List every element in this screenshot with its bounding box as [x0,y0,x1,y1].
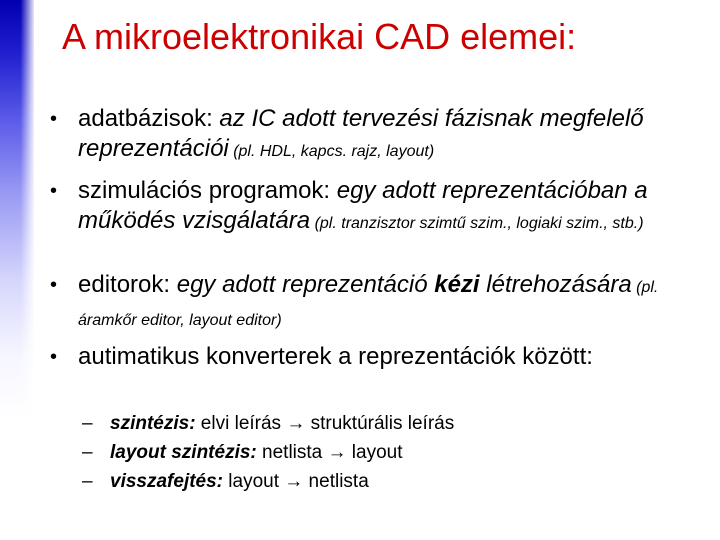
sub-to: netlista [303,471,369,492]
bullet-description: az IC adott tervezési fázisnak megfelelő reprezentációi [78,105,644,162]
sub-dash: – [82,413,93,434]
sub-to: struktúrális leírás [305,413,455,434]
sub-from: netlista [256,442,328,463]
bullet-term: adatbázisok: [78,105,220,132]
decorative-sidebar [0,0,34,540]
bullet-term: editorok: [78,271,177,298]
subitem-reverse-engineering [82,470,369,494]
arrow-icon: → [284,471,304,492]
bullet-example: (pl. tranzisztor szimtű szim., logiaki szim., stb.) [310,215,644,232]
bullet-term: szimulációs programok: [78,177,337,204]
sub-from: layout [223,471,285,492]
bullet-description: egy adott reprezentáció [176,271,435,298]
bullet-databases [50,104,710,167]
bullet-editors [50,270,710,336]
bullet-marker: • [50,180,58,202]
bullet-description-end: létrehozására [479,271,632,298]
bullet-simulation [50,176,710,239]
bullet-example: (pl. HDL, kapcs. rajz, layout) [228,143,435,160]
bullet-emphasis: kézi [434,271,480,298]
bullet-description: egy adott reprezentációban a működés vzisgálatára [78,177,648,234]
subitem-synthesis [82,412,454,436]
sub-term: szintézis: [110,413,196,434]
bullet-converters [50,342,710,372]
arrow-icon: → [286,413,306,434]
slide-title: A mikroelektronikai CAD elemei: [62,16,577,57]
bullet-marker: • [50,346,58,368]
bullet-example: (pl. áramkőr editor, layout editor) [78,279,659,329]
subitem-layout-synthesis [82,441,403,465]
sub-dash: – [82,442,93,463]
arrow-icon: → [327,442,347,463]
sub-term: visszafejtés: [110,471,224,492]
sub-from: elvi leírás [195,413,287,434]
sub-to: layout [346,442,403,463]
sub-term: layout szintézis: [110,442,257,463]
bullet-marker: • [50,274,58,296]
bullet-term: autimatikus konverterek a reprezentációk között: [78,343,593,370]
sub-dash: – [82,471,93,492]
bullet-marker: • [50,108,58,130]
